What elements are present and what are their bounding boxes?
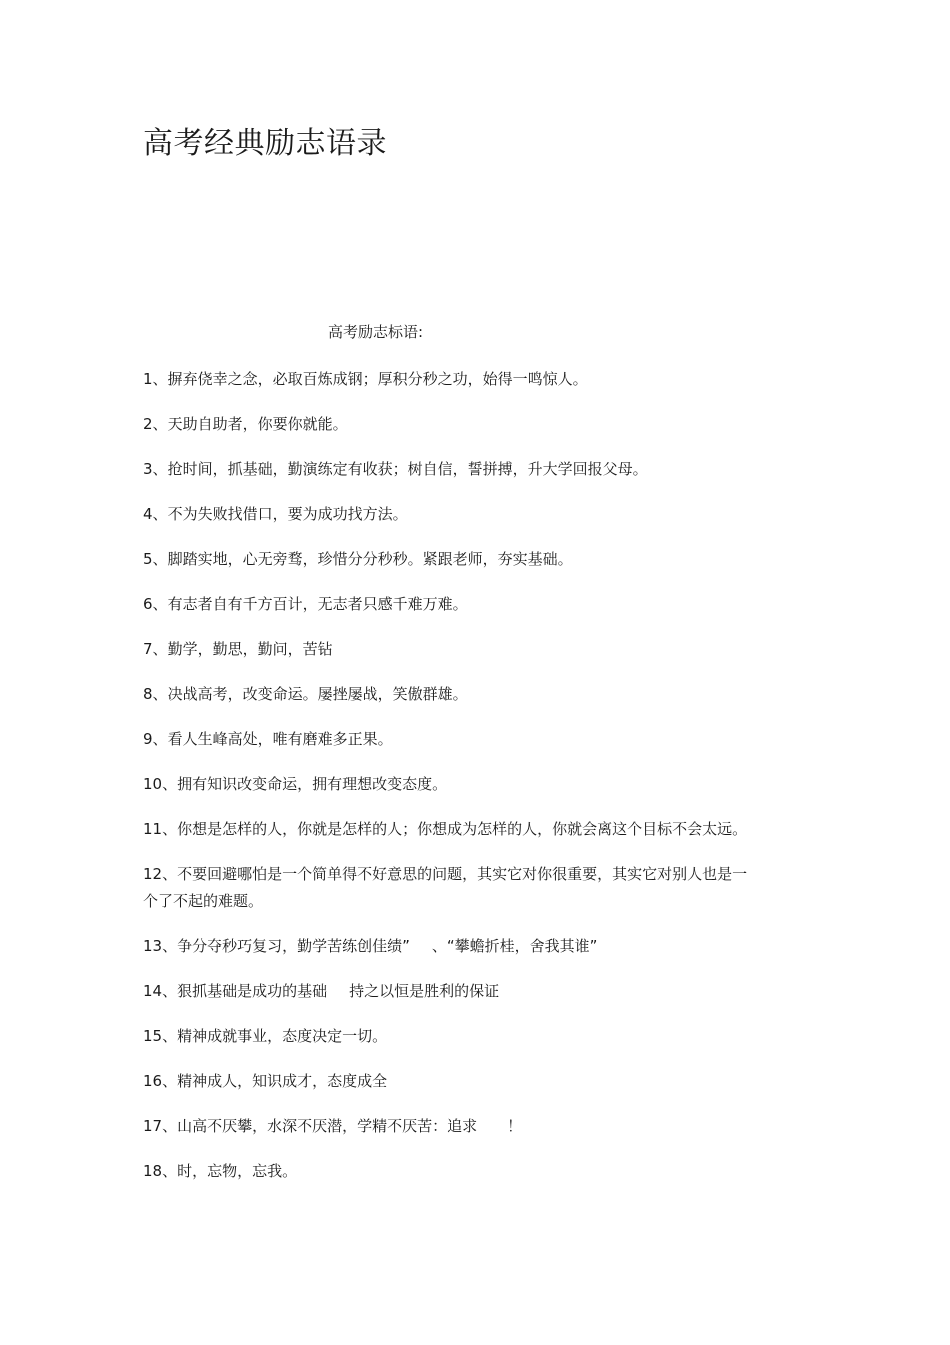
quote-item-14 (143, 978, 755, 1005)
quote-number: 2 、 (143, 415, 168, 433)
quote-number: 9 、 (143, 730, 168, 748)
quote-number: 15 、 (143, 1027, 177, 1045)
quote-number: 17 、 (143, 1117, 177, 1135)
quote-number: 6 、 (143, 595, 168, 613)
quote-text: 不为失败找借口，要为成功找方法。 (167, 505, 408, 523)
quote-text: 抢时间，抓基础，勤演练定有收获；树自信，誓拼搏，升大学回报父母。 (167, 460, 648, 478)
quote-item-3 (143, 456, 755, 483)
quote-number: 3 、 (143, 460, 168, 478)
quote-number: 13 、 (143, 937, 177, 955)
quote-text: 时，忘物，忘我。 (177, 1162, 298, 1180)
quote-text: 脚踏实地，心无旁骛，珍惜分分秒秒。紧跟老师，夯实基础。 (167, 550, 573, 568)
quote-text: 不要回避哪怕是一个简单得不好意思的问题，其实它对你很重要，其实它对别人也是一个了不起的难题。 (143, 865, 748, 910)
quote-text: 摒弃侥幸之念，必取百炼成钢；厚积分秒之功，始得一鸣惊人。 (167, 370, 588, 388)
quote-text-part2: 持之以恒是胜利的保证 (349, 982, 500, 1000)
quote-item-5 (143, 546, 755, 573)
quote-number: 4 、 (143, 505, 168, 523)
quote-item-1 (143, 366, 755, 393)
quote-item-8 (143, 681, 755, 708)
quote-item-17 (143, 1113, 755, 1140)
quote-item-10 (143, 771, 755, 798)
quote-item-15 (143, 1023, 755, 1050)
quote-text-part2: 、“攀蟾折桂，舍我其谁” (431, 937, 598, 955)
quote-text: 天助自助者，你要你就能。 (167, 415, 348, 433)
quote-number: 7 、 (143, 640, 168, 658)
quote-text: 拥有知识改变命运，拥有理想改变态度。 (177, 775, 448, 793)
quote-text: 勤学，勤思，勤问，苦钻 (167, 640, 333, 658)
quote-number: 18 、 (143, 1162, 177, 1180)
quote-text-part1: 争分夺秒巧复习，勤学苦练创佳绩” (177, 937, 410, 955)
quote-text-part1: 山高不厌攀，水深不厌潜，学精不厌苦：追求 (177, 1117, 478, 1135)
quote-item-13 (143, 933, 755, 960)
section-subtitle: 高考励志标语: (328, 323, 424, 341)
quote-item-6 (143, 591, 755, 618)
quote-item-2 (143, 411, 755, 438)
quote-item-18 (143, 1158, 755, 1185)
quote-list (143, 366, 755, 1203)
quote-item-12 (143, 861, 755, 915)
quote-item-9 (143, 726, 755, 753)
document-title: 高考经典励志语录 (143, 126, 387, 161)
quote-text: 精神成就事业，态度决定一切。 (177, 1027, 388, 1045)
quote-item-11 (143, 816, 755, 843)
quote-text: 有志者自有千方百计，无志者只感千难万难。 (167, 595, 468, 613)
quote-number: 1 、 (143, 370, 168, 388)
quote-item-7 (143, 636, 755, 663)
quote-text-part2: ！ (507, 1117, 523, 1135)
quote-number: 10 、 (143, 775, 177, 793)
quote-number: 12 、 (143, 865, 177, 883)
quote-number: 11 、 (143, 820, 177, 838)
quote-text: 决战高考，改变命运。屡挫屡战，笑傲群雄。 (167, 685, 468, 703)
quote-number: 16 、 (143, 1072, 177, 1090)
quote-text-part1: 狠抓基础是成功的基础 (177, 982, 328, 1000)
quote-text: 看人生峰高处，唯有磨难多正果。 (167, 730, 393, 748)
quote-item-16 (143, 1068, 755, 1095)
quote-number: 8 、 (143, 685, 168, 703)
quote-number: 5 、 (143, 550, 168, 568)
quote-text: 精神成人，知识成才，态度成全 (177, 1072, 388, 1090)
quote-item-4 (143, 501, 755, 528)
quote-number: 14 、 (143, 982, 177, 1000)
quote-text: 你想是怎样的人，你就是怎样的人；你想成为怎样的人，你就会离这个目标不会太远。 (177, 820, 748, 838)
